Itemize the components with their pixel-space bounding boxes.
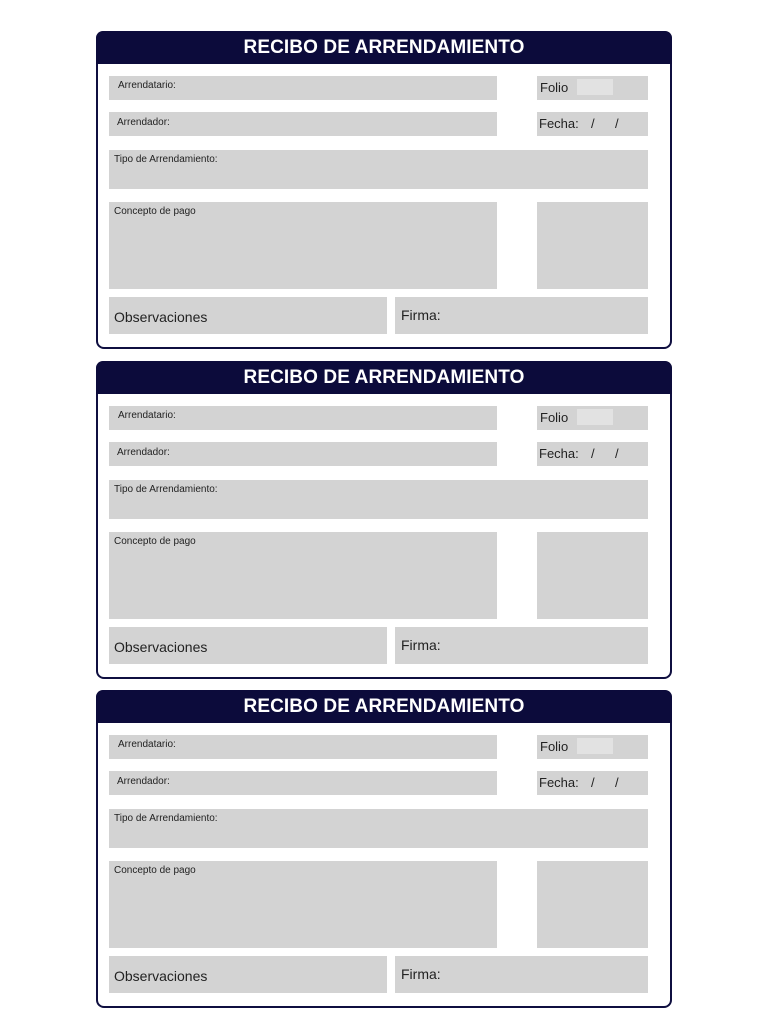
fecha-separator: / (591, 116, 595, 131)
observaciones-field[interactable] (109, 627, 387, 664)
folio-field[interactable] (537, 406, 648, 430)
receipt-card (96, 31, 672, 349)
arrendador-label: Arrendador: (117, 117, 170, 128)
firma-label: Firma: (401, 966, 441, 982)
arrendatario-field[interactable] (109, 735, 497, 759)
fecha-field[interactable] (537, 112, 648, 136)
folio-number-slot[interactable] (577, 79, 613, 95)
fecha-separator: / (591, 775, 595, 790)
arrendador-label: Arrendador: (117, 447, 170, 458)
fecha-separator: / (615, 775, 619, 790)
folio-label: Folio (540, 410, 569, 425)
receipt-title: RECIBO DE ARRENDAMIENTO (96, 31, 672, 64)
observaciones-label: Observaciones (114, 309, 208, 325)
folio-field[interactable] (537, 76, 648, 100)
arrendador-field[interactable] (109, 442, 497, 466)
amount-box[interactable] (537, 861, 648, 948)
fecha-separator: / (615, 446, 619, 461)
arrendatario-field[interactable] (109, 406, 497, 430)
tipo-arrendamiento-field[interactable] (109, 150, 648, 189)
fecha-field[interactable] (537, 771, 648, 795)
arrendador-field[interactable] (109, 112, 497, 136)
tipo-arrendamiento-label: Tipo de Arrendamiento: (114, 484, 218, 495)
tipo-arrendamiento-label: Tipo de Arrendamiento: (114, 154, 218, 165)
fecha-separator: / (615, 116, 619, 131)
concepto-pago-field[interactable] (109, 861, 497, 948)
folio-label: Folio (540, 80, 569, 95)
amount-box[interactable] (537, 532, 648, 619)
fecha-separator: / (591, 446, 595, 461)
firma-field[interactable] (395, 627, 648, 664)
concepto-pago-field[interactable] (109, 202, 497, 289)
arrendatario-label: Arrendatario: (118, 739, 176, 750)
observaciones-field[interactable] (109, 956, 387, 993)
observaciones-label: Observaciones (114, 968, 208, 984)
tipo-arrendamiento-field[interactable] (109, 480, 648, 519)
fecha-field[interactable] (537, 442, 648, 466)
concepto-pago-label: Concepto de pago (114, 206, 196, 217)
firma-label: Firma: (401, 307, 441, 323)
receipt-title: RECIBO DE ARRENDAMIENTO (96, 690, 672, 723)
concepto-pago-field[interactable] (109, 532, 497, 619)
receipt-title: RECIBO DE ARRENDAMIENTO (96, 361, 672, 394)
fecha-label: Fecha: (539, 116, 579, 131)
tipo-arrendamiento-field[interactable] (109, 809, 648, 848)
arrendador-field[interactable] (109, 771, 497, 795)
concepto-pago-label: Concepto de pago (114, 536, 196, 547)
receipt-card (96, 690, 672, 1008)
folio-label: Folio (540, 739, 569, 754)
fecha-label: Fecha: (539, 446, 579, 461)
folio-field[interactable] (537, 735, 648, 759)
folio-number-slot[interactable] (577, 409, 613, 425)
firma-label: Firma: (401, 637, 441, 653)
arrendatario-label: Arrendatario: (118, 410, 176, 421)
concepto-pago-label: Concepto de pago (114, 865, 196, 876)
arrendatario-label: Arrendatario: (118, 80, 176, 91)
arrendador-label: Arrendador: (117, 776, 170, 787)
amount-box[interactable] (537, 202, 648, 289)
firma-field[interactable] (395, 297, 648, 334)
tipo-arrendamiento-label: Tipo de Arrendamiento: (114, 813, 218, 824)
observaciones-label: Observaciones (114, 639, 208, 655)
observaciones-field[interactable] (109, 297, 387, 334)
folio-number-slot[interactable] (577, 738, 613, 754)
receipt-card (96, 361, 672, 679)
firma-field[interactable] (395, 956, 648, 993)
arrendatario-field[interactable] (109, 76, 497, 100)
fecha-label: Fecha: (539, 775, 579, 790)
